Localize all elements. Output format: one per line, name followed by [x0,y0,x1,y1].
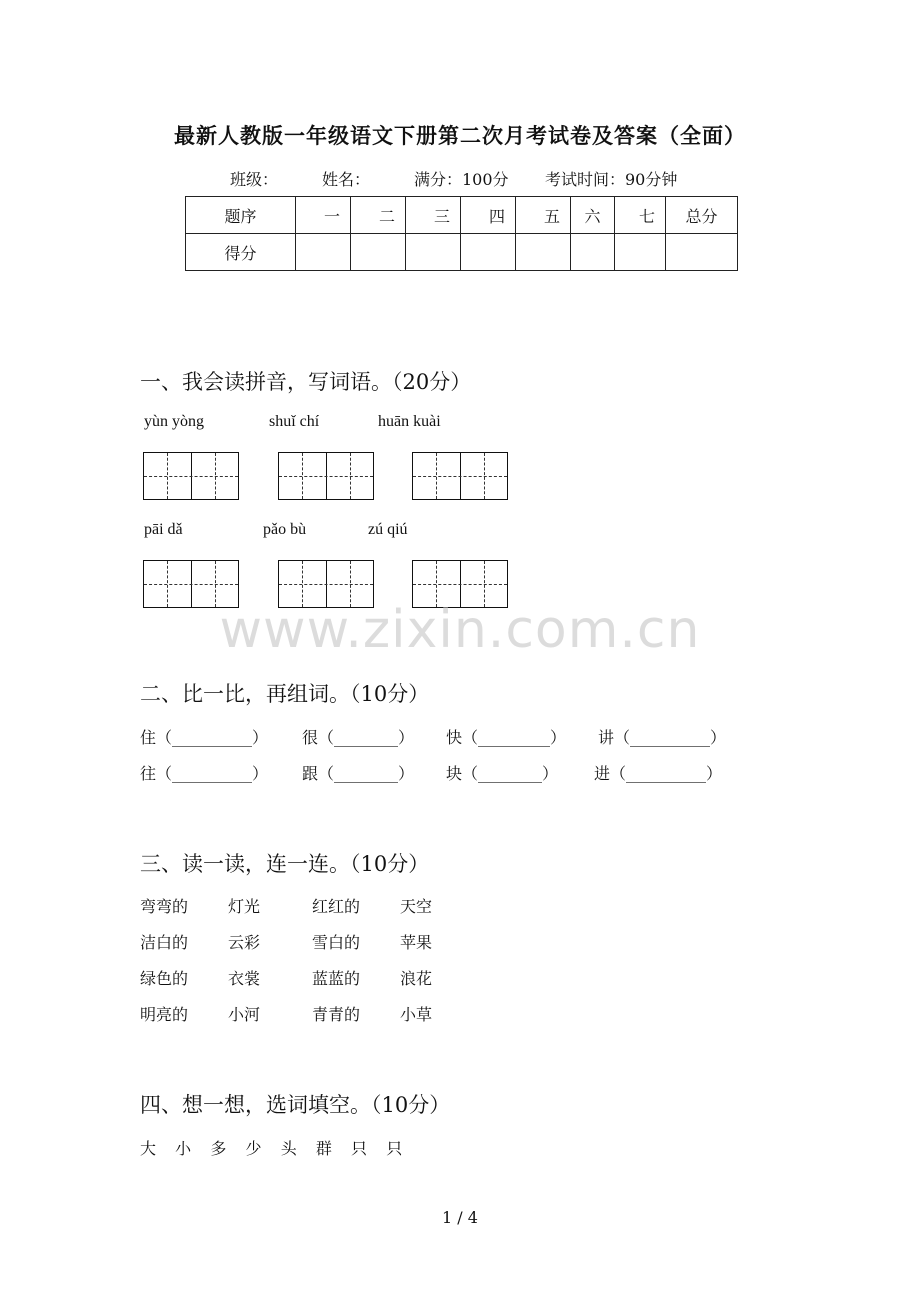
order-label: 题序 [186,197,296,234]
section-3-heading: 三、读一读，连一连。（10分） [140,852,430,876]
compare-item[interactable]: 讲（__________） [598,728,727,747]
word-bank: 大 小 多 少 头 群 只 只 [140,1139,406,1158]
match-word: 明亮的 [140,1005,189,1024]
score-cell[interactable] [406,234,461,271]
compare-item[interactable]: 跟（________） [302,764,415,783]
writing-grid[interactable] [412,452,508,500]
pinyin: pāi dǎ [144,521,183,538]
col-7: 七 [615,197,666,234]
score-cell[interactable] [296,234,351,271]
writing-grid[interactable] [143,452,239,500]
match-word: 红红的 [312,897,361,916]
compare-item[interactable]: 进（__________） [594,764,723,783]
match-word: 小草 [400,1005,433,1024]
score-table-header-row [186,197,738,234]
match-word: 衣裳 [228,969,261,988]
score-table [185,196,738,271]
compare-item[interactable]: 快（_________） [446,728,567,747]
pinyin: yùn yòng [144,413,204,430]
match-word: 小河 [228,1005,261,1024]
match-word: 浪花 [400,969,433,988]
col-6: 六 [571,197,615,234]
score-cell[interactable] [666,234,738,271]
col-2: 二 [351,197,406,234]
compare-item[interactable]: 往（__________） [140,764,269,783]
match-word: 雪白的 [312,933,361,952]
compare-item[interactable]: 块（________） [446,764,559,783]
score-cell[interactable] [516,234,571,271]
match-word: 云彩 [228,933,261,952]
score-cell[interactable] [351,234,406,271]
match-word: 天空 [400,897,433,916]
score-table-score-row [186,234,738,271]
class-label: 班级： [230,170,279,189]
match-word: 苹果 [400,933,433,952]
col-3: 三 [406,197,461,234]
match-word: 蓝蓝的 [312,969,361,988]
col-5: 五 [516,197,571,234]
section-4-heading: 四、想一想，选词填空。（10分） [140,1093,451,1117]
match-word: 弯弯的 [140,897,189,916]
col-4: 四 [461,197,516,234]
match-word: 洁白的 [140,933,189,952]
page-number: 1 / 4 [442,1208,478,1227]
total-label: 总分 [666,197,738,234]
writing-grid[interactable] [278,452,374,500]
pinyin: huān kuài [378,413,441,430]
section-1-heading: 一、我会读拼音，写词语。（20分） [140,370,472,394]
score-label: 得分 [186,234,296,271]
match-word: 绿色的 [140,969,189,988]
watermark: www.zixin.com.cn [219,600,701,660]
exam-time: 考试时间：90分钟 [545,170,678,189]
page-title: 最新人教版一年级语文下册第二次月考试卷及答案（全面） [174,123,746,148]
pinyin: zú qiú [368,521,408,538]
full-score: 满分：100分 [414,170,509,189]
compare-item[interactable]: 很（________） [302,728,415,747]
score-cell[interactable] [571,234,615,271]
col-1: 一 [296,197,351,234]
score-cell[interactable] [615,234,666,271]
name-label: 姓名： [322,170,371,189]
pinyin: pǎo bù [263,521,307,538]
match-word: 青青的 [312,1005,361,1024]
section-2-heading: 二、比一比，再组词。（10分） [140,682,430,706]
compare-item[interactable]: 住（__________） [140,728,269,747]
score-cell[interactable] [461,234,516,271]
pinyin: shuǐ chí [269,413,320,430]
match-word: 灯光 [228,897,261,916]
